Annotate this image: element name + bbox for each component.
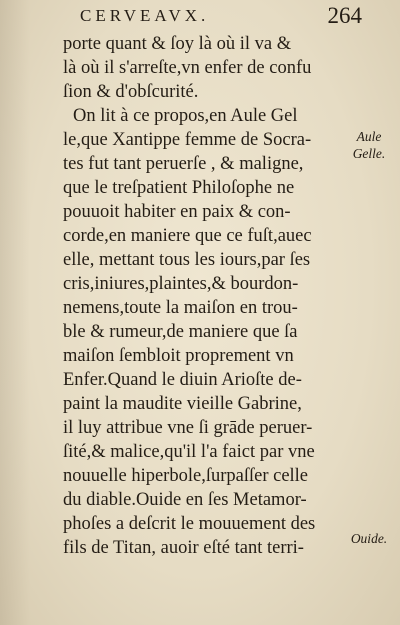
text-line: du diable.Ouide en ſes Metamor-: [63, 490, 307, 510]
text-line: que le treſpatient Philoſophe ne: [63, 178, 295, 198]
margin-note-aule-gelle: [338, 128, 400, 162]
page-number: 264: [327, 3, 362, 28]
text-line: tes fut tant peruerſe , & maligne,: [63, 154, 304, 174]
margin-note-gelle: Gelle.: [352, 146, 386, 161]
margin-note-ovide: Ouide.: [350, 531, 388, 546]
text-line: ble & rumeur,de maniere que ſa: [63, 322, 298, 342]
text-line: corde,en maniere que ce fuſt,auec: [63, 226, 312, 246]
text-line: le,que Xantippe femme de Socra-: [63, 130, 312, 150]
text-line: fils de Titan, auoir eſté tant terri-: [63, 538, 304, 558]
margin-note-aule: Aule: [356, 129, 382, 144]
text-line: paint la maudite vieille Gabrine,: [63, 394, 302, 414]
text-line: ſion & d'obſcurité.: [63, 82, 199, 102]
paragraph-start-line: On lit à ce propos,en Aule Gel: [73, 106, 298, 126]
text-line: il luy attribue vne ſi grāde peruer-: [63, 418, 313, 438]
text-line: nouuelle hiperbole,ſurpaſſer celle: [63, 466, 309, 486]
text-line: ſité,& malice,qu'il l'a faict par vne: [63, 442, 315, 462]
text-line: nemens,toute la maiſon en trou-: [63, 298, 298, 318]
text-line: là où il s'arreſte,vn enfer de confu: [63, 58, 312, 78]
running-head: CERVEAVX.: [80, 6, 210, 25]
text-line: Enfer.Quand le diuin Arioſte de-: [63, 370, 302, 390]
text-line: elle, mettant tous les iours,par ſes: [63, 250, 311, 270]
gutter-shadow: [0, 0, 30, 625]
text-line: cris,iniures,plaintes,& bourdon-: [63, 274, 299, 294]
page-header: [80, 3, 380, 32]
text-line: pouuoit habiter en paix & con-: [63, 202, 291, 222]
text-line: porte quant & ſoy là où il va &: [63, 34, 292, 54]
text-line: maiſon ſembloit proprement vn: [63, 346, 294, 366]
body-text: [63, 32, 338, 560]
text-line: phoſes a deſcrit le mouuement des: [63, 514, 316, 534]
